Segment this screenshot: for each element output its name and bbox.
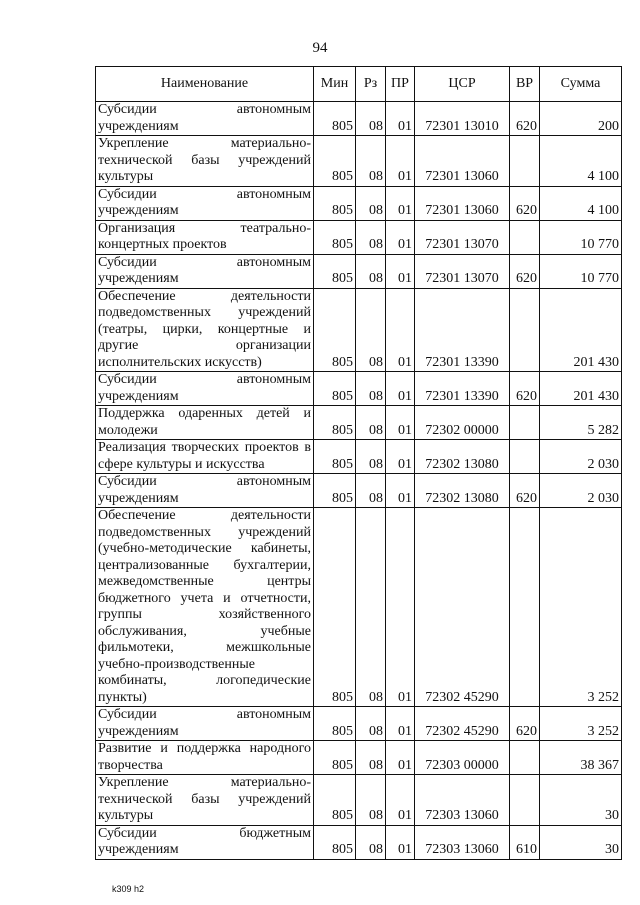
cell-vr: [510, 741, 540, 775]
column-header-csr: ЦСР: [415, 67, 510, 102]
cell-sum: 10 770: [540, 254, 622, 288]
cell-vr: [510, 220, 540, 254]
table-row: [96, 102, 622, 136]
cell-pr: 01: [386, 474, 415, 508]
cell-vr: 620: [510, 102, 540, 136]
cell-min: 805: [314, 136, 356, 187]
cell-sum: 30: [540, 775, 622, 826]
cell-pr: 01: [386, 136, 415, 187]
cell-pr: 01: [386, 406, 415, 440]
cell-sum: 30: [540, 825, 622, 859]
cell-csr: 72303 13060: [415, 775, 510, 826]
table-row: [96, 186, 622, 220]
table-header-row: [96, 67, 622, 102]
cell-csr: 72301 13070: [415, 254, 510, 288]
cell-csr: 72301 13010: [415, 102, 510, 136]
cell-sum: 5 282: [540, 406, 622, 440]
cell-sum: 10 770: [540, 220, 622, 254]
cell-min: 805: [314, 254, 356, 288]
cell-name: Субсидии бюджетным учреждениям: [96, 825, 314, 859]
cell-sum: 201 430: [540, 288, 622, 372]
cell-min: 805: [314, 707, 356, 741]
cell-vr: 610: [510, 825, 540, 859]
table-row: [96, 825, 622, 859]
cell-sum: 200: [540, 102, 622, 136]
cell-csr: 72303 00000: [415, 741, 510, 775]
table-row: [96, 406, 622, 440]
cell-min: 805: [314, 440, 356, 474]
cell-rz: 08: [356, 372, 386, 406]
cell-rz: 08: [356, 102, 386, 136]
table-row: [96, 707, 622, 741]
table-row: [96, 372, 622, 406]
cell-name: Субсидии автономным учреждениям: [96, 186, 314, 220]
table-row: [96, 741, 622, 775]
cell-min: 805: [314, 406, 356, 440]
cell-min: 805: [314, 825, 356, 859]
table-row: [96, 508, 622, 707]
cell-rz: 08: [356, 775, 386, 826]
cell-name: Субсидии автономным учреждениям: [96, 254, 314, 288]
cell-csr: 72302 45290: [415, 707, 510, 741]
cell-name: Укрепление материально-технической базы учреждений культуры: [96, 136, 314, 187]
cell-pr: 01: [386, 741, 415, 775]
cell-sum: 3 252: [540, 508, 622, 707]
column-header-pr: ПР: [386, 67, 415, 102]
cell-sum: 2 030: [540, 474, 622, 508]
column-header-min: Мин: [314, 67, 356, 102]
cell-vr: [510, 406, 540, 440]
column-header-vr: ВР: [510, 67, 540, 102]
cell-csr: 72301 13060: [415, 136, 510, 187]
cell-name: Субсидии автономным учреждениям: [96, 707, 314, 741]
table-row: [96, 254, 622, 288]
cell-csr: 72302 13080: [415, 440, 510, 474]
cell-pr: 01: [386, 288, 415, 372]
cell-vr: 620: [510, 707, 540, 741]
cell-rz: 08: [356, 440, 386, 474]
cell-vr: [510, 508, 540, 707]
cell-sum: 2 030: [540, 440, 622, 474]
cell-min: 805: [314, 474, 356, 508]
cell-vr: [510, 288, 540, 372]
cell-rz: 08: [356, 186, 386, 220]
cell-csr: 72301 13070: [415, 220, 510, 254]
cell-vr: 620: [510, 474, 540, 508]
page-number: 94: [312, 40, 328, 56]
cell-rz: 08: [356, 288, 386, 372]
cell-min: 805: [314, 741, 356, 775]
cell-csr: 72302 45290: [415, 508, 510, 707]
cell-csr: 72302 00000: [415, 406, 510, 440]
cell-rz: 08: [356, 136, 386, 187]
cell-vr: 620: [510, 254, 540, 288]
table-row: [96, 775, 622, 826]
cell-min: 805: [314, 372, 356, 406]
cell-sum: 4 100: [540, 136, 622, 187]
cell-pr: 01: [386, 707, 415, 741]
table-row: [96, 440, 622, 474]
cell-pr: 01: [386, 102, 415, 136]
table-row: [96, 288, 622, 372]
cell-name: Обеспечение деятельности подведомственных учреждений (театры, цирки, концертные и другие организации исполнительских искусств): [96, 288, 314, 372]
cell-name: Укрепление материально-технической базы учреждений культуры: [96, 775, 314, 826]
cell-pr: 01: [386, 372, 415, 406]
cell-name: Реализация творческих проектов в сфере культуры и искусства: [96, 440, 314, 474]
cell-vr: [510, 775, 540, 826]
column-header-sum: Сумма: [540, 67, 622, 102]
cell-name: Организация театрально-концертных проектов: [96, 220, 314, 254]
cell-pr: 01: [386, 186, 415, 220]
cell-vr: [510, 136, 540, 187]
cell-sum: 3 252: [540, 707, 622, 741]
cell-min: 805: [314, 220, 356, 254]
cell-pr: 01: [386, 775, 415, 826]
table-body: [96, 102, 622, 860]
cell-csr: 72301 13060: [415, 186, 510, 220]
cell-csr: 72301 13390: [415, 288, 510, 372]
cell-name: Обеспечение деятельности подведомственных учреждений (учебно-методические кабинеты, централизованные бухгалтерии, межведомственные центры бюджетного учета и отчетности, группы хозяйственного обслуживания, учебные фильмотеки, межшкольные учебно-производственные комбинаты, логопедические пункты): [96, 508, 314, 707]
cell-min: 805: [314, 288, 356, 372]
cell-name: Развитие и поддержка народного творчества: [96, 741, 314, 775]
table-row: [96, 220, 622, 254]
cell-rz: 08: [356, 508, 386, 707]
cell-rz: 08: [356, 406, 386, 440]
cell-vr: 620: [510, 186, 540, 220]
column-header-name: Наименование: [96, 67, 314, 102]
cell-sum: 4 100: [540, 186, 622, 220]
cell-sum: 201 430: [540, 372, 622, 406]
footer-code: k309 h2: [112, 884, 145, 894]
cell-csr: 72303 13060: [415, 825, 510, 859]
cell-name: Субсидии автономным учреждениям: [96, 372, 314, 406]
cell-pr: 01: [386, 440, 415, 474]
cell-pr: 01: [386, 825, 415, 859]
cell-vr: [510, 440, 540, 474]
cell-vr: 620: [510, 372, 540, 406]
table-row: [96, 136, 622, 187]
budget-table: [95, 66, 622, 860]
cell-rz: 08: [356, 825, 386, 859]
cell-rz: 08: [356, 220, 386, 254]
cell-pr: 01: [386, 254, 415, 288]
cell-rz: 08: [356, 707, 386, 741]
cell-csr: 72301 13390: [415, 372, 510, 406]
cell-rz: 08: [356, 741, 386, 775]
cell-name: Субсидии автономным учреждениям: [96, 474, 314, 508]
cell-pr: 01: [386, 220, 415, 254]
cell-min: 805: [314, 102, 356, 136]
cell-min: 805: [314, 775, 356, 826]
cell-name: Субсидии автономным учреждениям: [96, 102, 314, 136]
cell-name: Поддержка одаренных детей и молодежи: [96, 406, 314, 440]
cell-min: 805: [314, 508, 356, 707]
table-row: [96, 474, 622, 508]
cell-rz: 08: [356, 254, 386, 288]
cell-csr: 72302 13080: [415, 474, 510, 508]
cell-pr: 01: [386, 508, 415, 707]
column-header-rz: Рз: [356, 67, 386, 102]
cell-min: 805: [314, 186, 356, 220]
cell-sum: 38 367: [540, 741, 622, 775]
cell-rz: 08: [356, 474, 386, 508]
